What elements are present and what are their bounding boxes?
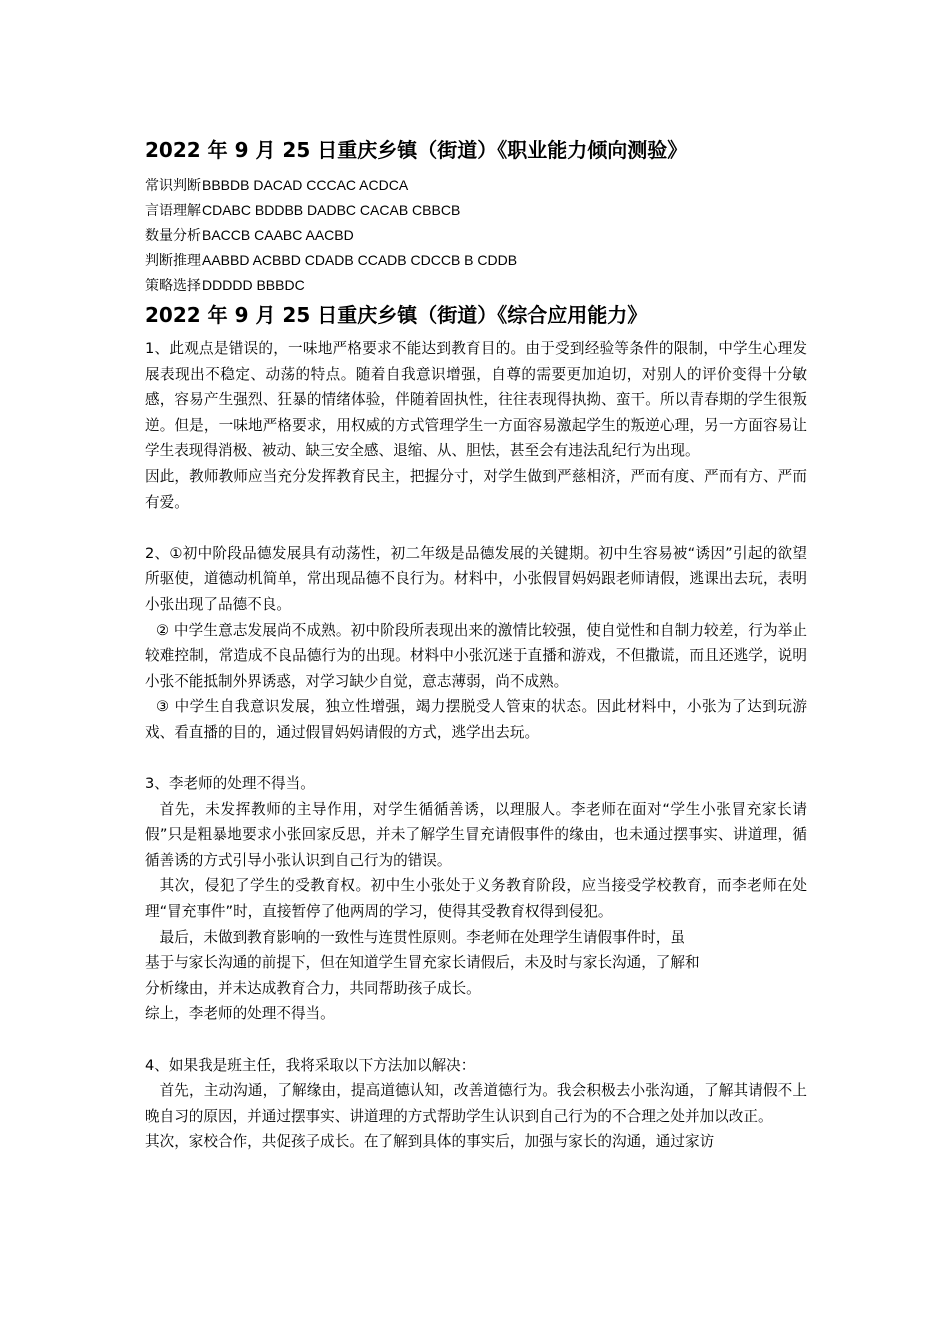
answer-value: BACCB CAABC AACBD (202, 227, 354, 243)
section-2-title: 2022 年 9 月 25 日重庆乡镇（街道）《综合应用能力》 (145, 303, 648, 327)
spacer (145, 746, 807, 772)
q2-point-2: ② 中学生意志发展尚不成熟。初中阶段所表现出来的激情比较强，使自觉性和自制力较差，行为举止较难控制，常造成不良品德行为的出现。材料中小张沉迷于直播和游戏，不但撒谎，而且还逃学，说明小张不能抵制外界诱惑，对学习缺少自觉，意志薄弱，尚不成熟。 (145, 621, 807, 690)
section-1-title: 2022 年 9 月 25 日重庆乡镇（街道）《职业能力倾向测验》 (145, 138, 688, 162)
q3-heading: 3、李老师的处理不得当。 (145, 775, 315, 793)
q1-paragraph: 1、此观点是错误的，一味地严格要求不能达到教育目的。由于受到经验等条件的限制，中学生心理发展表现出不稳定、动荡的特点。随着自我意识增强，自尊的需要更加迫切，对别人的评价变得十分敏感，容易产生强烈、狂暴的情绪体验，伴随着固执性，往往表现得执拗、蛮干。所以青春期的学生很叛逆。但是，一味地严格要求，用权威的方式管理学生一方面容易激起学生的叛逆心理，另一方面容易让学生表现得消极、被动、缺三安全感、退缩、从、胆怯，甚至会有违法乱纪行为出现。 (145, 340, 807, 460)
q3-second-point: 其次，侵犯了学生的受教育权。初中生小张处于义务教育阶段，应当接受学校教育，而李老师在处理“冒充事件”时，直接暂停了他两周的学习，使得其受教育权得到侵犯。 (145, 877, 807, 921)
answer-value: BBBDB DACAD CCCAC ACDCA (202, 177, 409, 193)
q4-second-point: 其次，家校合作，共促孩子成长。在了解到具体的事实后，加强与家长的沟通，通过家访 (145, 1133, 715, 1151)
answer-label: 常识判断 (145, 177, 201, 193)
q4-first-point: 首先，主动沟通，了解缘由，提高道德认知，改善道德行为。我会积极去小张沟通，了解其请假不上晚自习的原因，并通过摆事实、讲道理的方式帮助学生认识到自己行为的不合理之处并加以改正。 (145, 1082, 807, 1125)
answer-row (145, 273, 807, 298)
answer-row (145, 248, 807, 273)
q3-third-point-line: 分析缘由，并未达成教育合力，共同帮助孩子成长。 (145, 979, 481, 997)
answer-label: 言语理解 (145, 202, 201, 218)
q3-third-point-line: 最后，未做到教育影响的一致性与连贯性原则。李老师在处理学生请假事件时，虽 (159, 928, 685, 946)
answer-row (145, 173, 807, 198)
q3-third-point-line: 基于与家长沟通的前提下，但在知道学生冒充家长请假后，未及时与家长沟通，了解和 (145, 954, 700, 972)
answer-label: 策略选择 (145, 277, 201, 293)
answer-value: CDABC BDDBB DADBC CACAB CBBCB (202, 202, 461, 218)
answer-value: DDDDD BBBDC (202, 277, 305, 293)
answer-label: 判断推理 (145, 252, 201, 268)
document-page (145, 128, 807, 1155)
q3-third-point (145, 925, 807, 1002)
answer-row (145, 223, 807, 248)
answer-value: AABBD ACBBD CDADB CCADB CDCCB B CDDB (202, 252, 518, 268)
q2-point-3: ③ 中学生自我意识发展，独立性增强，竭力摆脱受人管束的状态。因此材料中，小张为了达到玩游戏、看直播的目的，通过假冒妈妈请假的方式，逃学出去玩。 (145, 698, 807, 741)
q2-paragraph: 2、①初中阶段品德发展具有动荡性，初二年级是品德发展的关键期。初中生容易被“诱因”引起的欲望所驱使，道德动机简单，常出现品德不良行为。材料中，小张假冒妈妈跟老师请假，逃课出去玩，表明小张出现了品德不良。 (145, 544, 807, 613)
spacer (145, 1027, 807, 1053)
q3-summary: 综上，李老师的处理不得当。 (145, 1005, 335, 1023)
q1-conclusion: 因此，教师教师应当充分发挥教育民主，把握分寸，对学生做到严慈相济，严而有度、严而有方、严而有爱。 (145, 467, 807, 511)
q4-heading: 4、如果我是班主任，我将采取以下方法加以解决： (145, 1056, 476, 1074)
q3-first-point: 首先，未发挥教师的主导作用，对学生循循善诱，以理服人。李老师在面对“学生小张冒充家长请假”只是粗暴地要求小张回家反思，并未了解学生冒充请假事件的缘由，也未通过摆事实、讲道理，循循善诱的方式引导小张认识到自己行为的错误。 (145, 800, 807, 869)
spacer (145, 515, 807, 541)
answer-row (145, 198, 807, 223)
answer-label: 数量分析 (145, 227, 201, 243)
